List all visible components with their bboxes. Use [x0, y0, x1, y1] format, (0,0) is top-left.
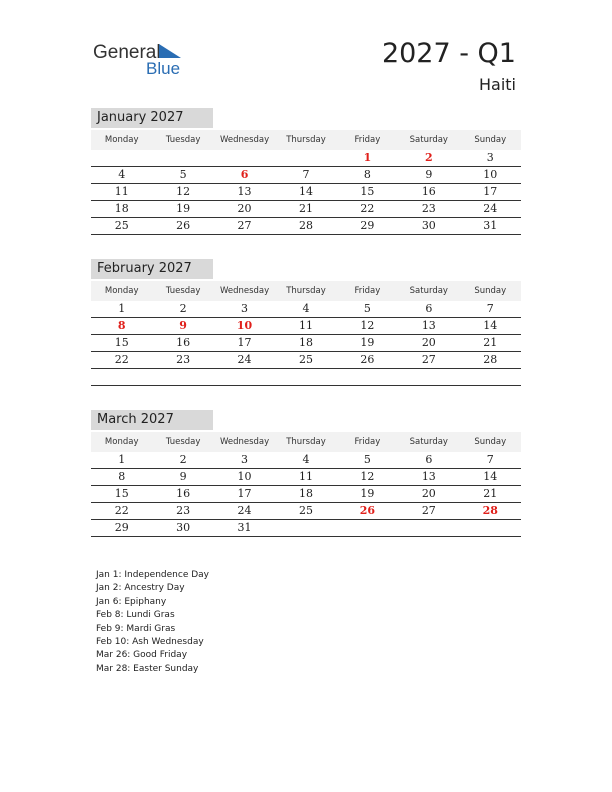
day-cell	[275, 150, 336, 166]
holiday-item: Jan 6: Epiphany	[96, 596, 167, 607]
day-cell	[275, 369, 336, 385]
day-cell: 5	[179, 168, 187, 181]
day-cell: 17	[483, 185, 498, 198]
weekday-label: Sunday	[474, 135, 507, 145]
day-cell: 9	[179, 319, 187, 332]
week-row	[91, 469, 521, 486]
holiday-item: Feb 9: Mardi Gras	[96, 623, 176, 634]
day-cell: 30	[176, 521, 191, 534]
weekday-label: Wednesday	[219, 286, 270, 296]
day-cell: 18	[298, 336, 313, 349]
day-cell: 11	[298, 319, 313, 332]
day-cell: 25	[298, 353, 313, 366]
day-cell: 21	[483, 487, 498, 500]
day-cell: 18	[298, 487, 313, 500]
holiday-item: Mar 28: Easter Sunday	[96, 663, 199, 674]
day-cell: 7	[302, 168, 310, 181]
week-row	[91, 218, 521, 235]
day-cell: 24	[237, 353, 252, 366]
day-cell: 11	[298, 470, 313, 483]
weekday-label: Saturday	[409, 135, 448, 145]
week-row	[91, 335, 521, 352]
day-cell: 28	[483, 353, 498, 366]
weekday-label: Sunday	[474, 286, 507, 296]
week-row	[91, 486, 521, 503]
day-cell	[152, 369, 213, 385]
day-cell	[214, 150, 275, 166]
day-cell: 13	[421, 319, 436, 332]
day-cell: 10	[483, 168, 498, 181]
week-row	[91, 352, 521, 369]
day-cell: 6	[240, 168, 249, 181]
day-cell: 3	[241, 302, 249, 315]
day-cell: 25	[114, 219, 129, 232]
brand-logo	[93, 40, 193, 80]
month-march	[91, 410, 521, 537]
holiday-item: Mar 26: Good Friday	[96, 650, 188, 661]
month-february	[91, 259, 521, 386]
day-cell: 8	[117, 319, 126, 332]
day-cell: 18	[114, 202, 129, 215]
day-cell: 23	[176, 504, 191, 517]
country-name: Haiti	[479, 75, 516, 94]
day-cell	[460, 520, 521, 536]
day-cell: 6	[425, 302, 433, 315]
day-cell: 26	[176, 219, 191, 232]
week-row	[91, 369, 521, 386]
day-cell: 5	[363, 302, 371, 315]
day-cell: 1	[118, 453, 126, 466]
weekday-label: Tuesday	[165, 135, 201, 145]
weekday-header	[91, 130, 521, 150]
month-label: March 2027	[91, 410, 213, 430]
day-cell: 22	[114, 504, 129, 517]
day-cell: 15	[114, 487, 129, 500]
day-cell: 12	[360, 470, 375, 483]
day-cell: 26	[359, 504, 376, 517]
month-january	[91, 108, 521, 235]
day-cell: 24	[237, 504, 252, 517]
week-row	[91, 503, 521, 520]
weekday-label: Friday	[354, 286, 381, 296]
day-cell: 19	[360, 487, 375, 500]
day-cell: 14	[483, 470, 498, 483]
weekday-label: Sunday	[474, 437, 507, 447]
weekday-label: Wednesday	[219, 437, 270, 447]
day-cell: 14	[483, 319, 498, 332]
day-cell: 29	[360, 219, 375, 232]
weekday-label: Monday	[104, 135, 139, 145]
day-cell: 16	[421, 185, 436, 198]
week-row	[91, 318, 521, 335]
holiday-item: Feb 8: Lundi Gras	[96, 610, 175, 621]
weekday-label: Friday	[354, 437, 381, 447]
day-cell	[214, 369, 275, 385]
day-cell: 4	[118, 168, 126, 181]
day-cell: 24	[483, 202, 498, 215]
day-cell: 20	[421, 487, 436, 500]
weekday-label: Saturday	[409, 286, 448, 296]
weekday-label: Thursday	[286, 437, 326, 447]
day-cell	[275, 520, 336, 536]
day-cell	[337, 520, 398, 536]
day-cell: 31	[483, 219, 498, 232]
day-cell: 10	[236, 319, 253, 332]
day-cell: 9	[425, 168, 433, 181]
day-cell: 30	[421, 219, 436, 232]
day-cell: 12	[360, 319, 375, 332]
day-cell	[460, 369, 521, 385]
week-row	[91, 167, 521, 184]
day-cell	[91, 369, 152, 385]
weekday-label: Wednesday	[219, 135, 270, 145]
day-cell: 8	[118, 470, 126, 483]
day-cell: 13	[237, 185, 252, 198]
day-cell	[398, 369, 459, 385]
day-cell: 21	[298, 202, 313, 215]
logo-text-blue: Blue	[146, 59, 181, 78]
day-cell: 8	[363, 168, 371, 181]
day-cell: 7	[486, 302, 494, 315]
week-row	[91, 201, 521, 218]
day-cell: 15	[114, 336, 129, 349]
day-cell: 19	[176, 202, 191, 215]
day-cell: 21	[483, 336, 498, 349]
week-row	[91, 452, 521, 469]
day-cell: 27	[421, 353, 436, 366]
day-cell: 2	[179, 302, 187, 315]
weekday-label: Thursday	[286, 135, 326, 145]
weekday-label: Monday	[104, 437, 139, 447]
weekday-label: Tuesday	[165, 286, 201, 296]
weekday-label: Monday	[104, 286, 139, 296]
day-cell: 27	[421, 504, 436, 517]
day-cell: 17	[237, 336, 252, 349]
day-cell: 16	[176, 487, 191, 500]
day-cell: 12	[176, 185, 191, 198]
day-cell: 23	[421, 202, 436, 215]
holiday-item: Jan 2: Ancestry Day	[96, 583, 185, 594]
day-cell: 28	[482, 504, 498, 517]
day-cell: 2	[424, 151, 433, 164]
holiday-item: Feb 10: Ash Wednesday	[96, 637, 204, 648]
day-cell: 4	[302, 453, 310, 466]
day-cell: 20	[237, 202, 252, 215]
logo-text-general: General	[93, 42, 161, 63]
holiday-item: Jan 1: Independence Day	[96, 570, 209, 580]
day-cell: 23	[176, 353, 191, 366]
day-cell: 28	[298, 219, 313, 232]
day-cell: 7	[486, 453, 494, 466]
day-cell: 13	[421, 470, 436, 483]
day-cell	[91, 150, 152, 166]
day-cell: 15	[360, 185, 375, 198]
day-cell: 3	[486, 151, 494, 164]
month-label: January 2027	[91, 108, 213, 128]
day-cell: 22	[114, 353, 129, 366]
holiday-list	[96, 569, 209, 676]
day-cell: 10	[237, 470, 252, 483]
day-cell: 11	[114, 185, 129, 198]
day-cell	[398, 520, 459, 536]
weekday-header	[91, 281, 521, 301]
day-cell: 9	[179, 470, 187, 483]
weekday-label: Thursday	[286, 286, 326, 296]
weekday-label: Tuesday	[165, 437, 201, 447]
logo-triangle-icon	[159, 44, 181, 58]
day-cell: 6	[425, 453, 433, 466]
week-row	[91, 301, 521, 318]
day-cell: 14	[298, 185, 313, 198]
week-row	[91, 150, 521, 167]
day-cell: 31	[237, 521, 252, 534]
day-cell: 22	[360, 202, 375, 215]
day-cell: 5	[363, 453, 371, 466]
day-cell: 2	[179, 453, 187, 466]
day-cell: 4	[302, 302, 310, 315]
month-label: February 2027	[91, 259, 213, 279]
weekday-label: Friday	[354, 135, 381, 145]
day-cell	[152, 150, 213, 166]
day-cell: 1	[118, 302, 126, 315]
day-cell: 29	[114, 521, 129, 534]
day-cell: 1	[363, 151, 372, 164]
day-cell: 20	[421, 336, 436, 349]
week-row	[91, 184, 521, 201]
weekday-label: Saturday	[409, 437, 448, 447]
day-cell: 16	[176, 336, 191, 349]
day-cell: 19	[360, 336, 375, 349]
week-row	[91, 520, 521, 537]
weekday-header	[91, 432, 521, 452]
day-cell: 3	[241, 453, 249, 466]
day-cell	[337, 369, 398, 385]
day-cell: 26	[360, 353, 375, 366]
page-title: 2027 - Q1	[381, 38, 516, 69]
day-cell: 17	[237, 487, 252, 500]
day-cell: 27	[237, 219, 252, 232]
day-cell: 25	[298, 504, 313, 517]
